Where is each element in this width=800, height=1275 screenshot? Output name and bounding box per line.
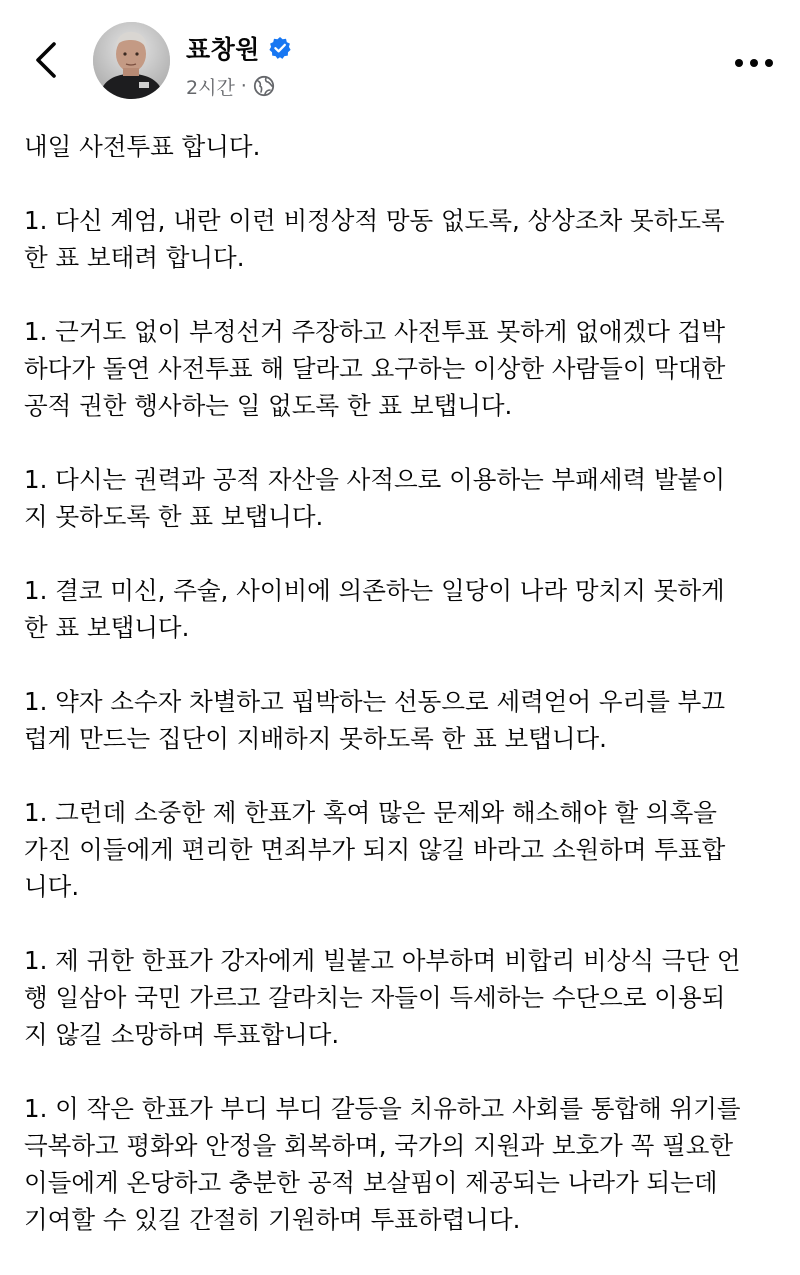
- post-paragraph: [24, 942, 784, 1053]
- globe-icon[interactable]: [253, 75, 275, 97]
- post-line: 1. 제 귀한 한표가 강자에게 빌붙고 아부하며 비합리 비상식 극단 언: [24, 946, 741, 975]
- post-meta: [186, 72, 275, 100]
- post-line: 지 않길 소망하며 투표합니다.: [24, 1020, 340, 1049]
- more-options-button[interactable]: [728, 44, 780, 80]
- post-line: 1. 이 작은 한표가 부디 부디 갈등을 치유하고 사회를 통합해 위기를: [24, 1094, 741, 1123]
- post-line: 1. 약자 소수자 차별하고 핍박하는 선동으로 세력얻어 우리를 부끄: [24, 687, 726, 716]
- avatar[interactable]: [93, 22, 170, 99]
- post-line: 니다.: [24, 872, 80, 901]
- post-line: 한 표 보태려 합니다.: [24, 243, 245, 272]
- post-paragraph: [24, 1090, 784, 1238]
- post-line: 1. 결코 미신, 주술, 사이비에 의존하는 일당이 나라 망치지 못하게: [24, 576, 725, 605]
- post-line: 극복하고 평화와 안정을 회복하며, 국가의 지원과 보호가 꼭 필요한: [24, 1131, 734, 1160]
- post-text: [24, 128, 784, 1275]
- post-line: 하다가 돌연 사전투표 해 달라고 요구하는 이상한 사람들이 막대한: [24, 354, 726, 383]
- post-paragraph: [24, 683, 784, 757]
- post-line: 1. 다시는 권력과 공적 자산을 사적으로 이용하는 부패세력 발붙이: [24, 465, 726, 494]
- post-line: 가진 이들에게 편리한 면죄부가 되지 않길 바라고 소원하며 투표합: [24, 835, 726, 864]
- post-line: 이들에게 온당하고 충분한 공적 보살핌이 제공되는 나라가 되는데: [24, 1168, 718, 1197]
- post-paragraph: [24, 202, 784, 276]
- post-paragraph: [24, 313, 784, 424]
- post-paragraph: [24, 572, 784, 646]
- meta-separator: ·: [240, 75, 247, 97]
- back-button[interactable]: [22, 36, 70, 88]
- post-line: 1. 그런데 소중한 제 한표가 혹여 많은 문제와 해소해야 할 의혹을: [24, 798, 717, 827]
- post-line: 1. 다신 계엄, 내란 이런 비정상적 망동 없도록, 상상조차 못하도록: [24, 206, 725, 235]
- post-paragraph: [24, 128, 784, 165]
- verified-badge-icon: [268, 36, 292, 60]
- author-row: [186, 30, 292, 66]
- chevron-left-icon: [32, 40, 60, 84]
- post-paragraph: [24, 794, 784, 905]
- post-timestamp[interactable]: 2시간: [186, 76, 235, 99]
- author-name[interactable]: 표창원: [186, 35, 260, 64]
- post-line: 행 일삼아 국민 가르고 갈라치는 자들이 득세하는 수단으로 이용되: [24, 983, 726, 1012]
- post-line: 한 표 보탭니다.: [24, 613, 190, 642]
- post-line: 내일 사전투표 합니다.: [24, 132, 261, 161]
- post-line: 1. 근거도 없이 부정선거 주장하고 사전투표 못하게 없애겠다 겁박: [24, 317, 726, 346]
- post-header: [0, 0, 800, 118]
- post-paragraph: [24, 461, 784, 535]
- post-line: 기여할 수 있길 간절히 기원하며 투표하렵니다.: [24, 1205, 521, 1234]
- post-line: 지 못하도록 한 표 보탭니다.: [24, 502, 324, 531]
- more-horizontal-icon: [734, 53, 774, 72]
- post-line: 공적 권한 행사하는 일 없도록 한 표 보탭니다.: [24, 391, 513, 420]
- post-line: 럽게 만드는 집단이 지배하지 못하도록 한 표 보탭니다.: [24, 724, 607, 753]
